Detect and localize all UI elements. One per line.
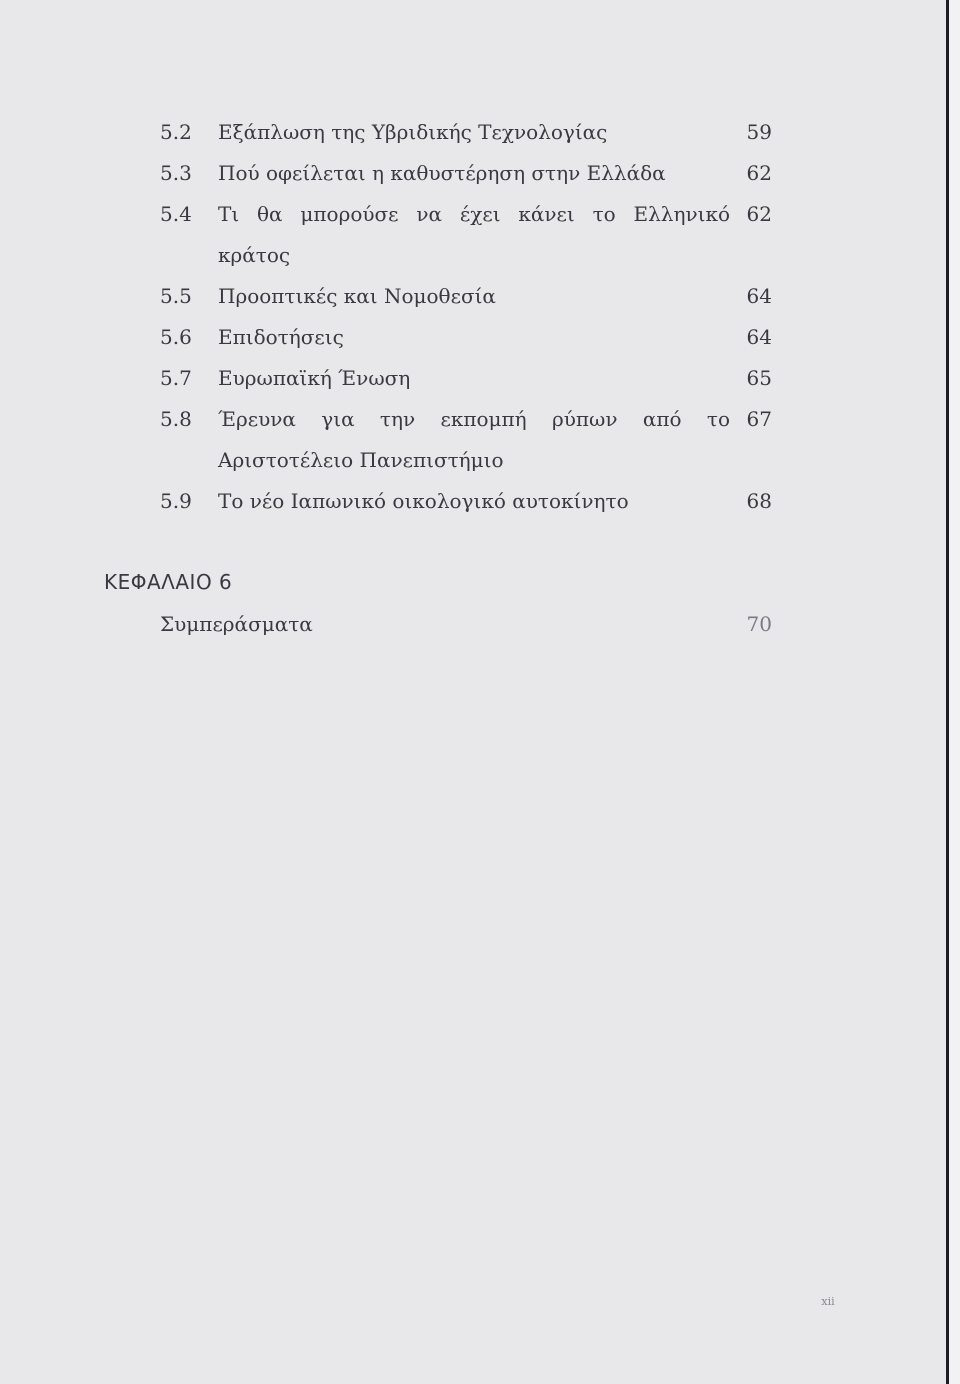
toc-entry-page: 64 <box>746 325 772 349</box>
toc-entry-number: 5.7 <box>160 366 192 390</box>
toc-entry-title: Επιδοτήσεις <box>218 325 344 349</box>
toc-entry-title: Εξάπλωση της Υβριδικής Τεχνολογίας <box>218 120 608 144</box>
toc-entry-title-continuation: Αριστοτέλειο Πανεπιστήμιο <box>218 448 504 472</box>
toc-entry-5-3[interactable] <box>0 158 946 188</box>
scan-margin <box>949 0 960 1384</box>
toc-entry-5-6[interactable] <box>0 322 946 352</box>
toc-entry-conclusions-page: 70 <box>746 612 772 636</box>
toc-entry-number: 5.2 <box>160 120 192 144</box>
toc-entry-5-8[interactable] <box>0 404 946 434</box>
toc-entry-title: Το νέο Ιαπωνικό οικολογικό αυτοκίνητο <box>218 489 629 513</box>
toc-entry-number: 5.9 <box>160 489 192 513</box>
toc-entry-5-4-continuation <box>0 240 946 270</box>
toc-entry-number: 5.3 <box>160 161 192 185</box>
toc-entry-page: 62 <box>746 161 772 185</box>
toc-entry-5-8-continuation <box>0 445 946 475</box>
toc-entry-5-5[interactable] <box>0 281 946 311</box>
toc-entry-number: 5.8 <box>160 407 192 431</box>
toc-entry-title: Τι θα μπορούσε να έχει κάνει το Ελληνικό <box>218 202 730 226</box>
toc-entry-number: 5.6 <box>160 325 192 349</box>
toc-entry-5-4[interactable] <box>0 199 946 229</box>
toc-entry-page: 67 <box>746 407 772 431</box>
toc-entry-page: 64 <box>746 284 772 308</box>
toc-entry-page: 59 <box>746 120 772 144</box>
toc-entry-page: 62 <box>746 202 772 226</box>
toc-entry-number: 5.4 <box>160 202 192 226</box>
toc-entry-title-continuation: κράτος <box>218 243 291 267</box>
toc-entry-page: 65 <box>746 366 772 390</box>
toc-entry-conclusions[interactable]: Συμπεράσματα <box>160 612 313 636</box>
toc-entry-page: 68 <box>746 489 772 513</box>
page-number: xii <box>821 1295 835 1308</box>
chapter-heading: ΚΕΦΑΛΑΙΟ 6 <box>104 570 233 594</box>
toc-entry-title: Έρευνα για την εκπομπή ρύπων από το <box>218 407 730 431</box>
toc-entry-5-7[interactable] <box>0 363 946 393</box>
toc-entry-title: Πού οφείλεται η καθυστέρηση στην Ελλάδα <box>218 161 666 185</box>
toc-entry-number: 5.5 <box>160 284 192 308</box>
toc-entry-title: Προοπτικές και Νομοθεσία <box>218 284 496 308</box>
toc-entry-5-2[interactable] <box>0 117 946 147</box>
toc-entry-5-9[interactable] <box>0 486 946 516</box>
toc-entry-title: Ευρωπαϊκή Ένωση <box>218 366 411 390</box>
